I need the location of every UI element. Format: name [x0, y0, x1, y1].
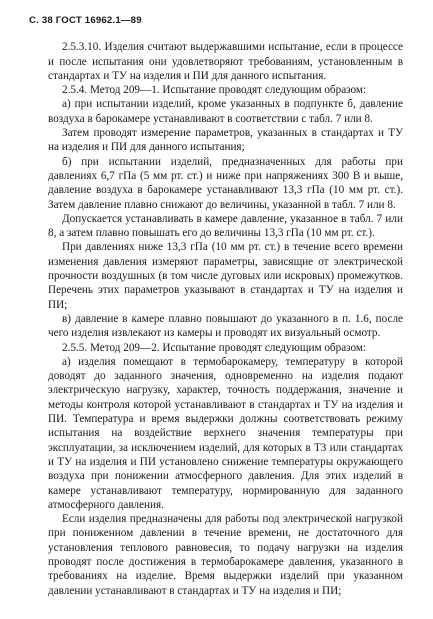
paragraph-2-5-5-load: Если изделия предназначены для работы под электрической нагрузкой при пониженном давлении в течение времени, не достаточного для установления теплового равновесия, то подачу нагрузки на изделия проводят после достижения в термобарокамере давления, указанного в требованиях на изделие. Время выдержки изделий при указанном давлении устанавливают в стандартах и ТУ на изделия и ПИ; — [48, 513, 403, 597]
paragraph-2-5-4-a-then: Затем проводят измерение параметров, указанных в стандартах и ТУ на изделия и ПИ для данного испытания; — [48, 127, 403, 154]
paragraph-2-5-3-10: 2.5.3.10. Изделия считают выдержавшими испытание, если в процессе и после испытания они удовлетворяют требованиям, установленным в стандартах и ТУ на изделия и ПИ для данного испытания. — [48, 41, 403, 82]
paragraph-2-5-5-intro: 2.5.5. Метод 209—2. Испытание проводят следующим образом: — [62, 341, 367, 354]
paragraph-2-5-5-a: а) изделия помещают в термобарокамеру, температуру в которой доводят до заданного значения, одновременно на изделия подают электрическую нагрузку, характер, точность поддержания, значение и методы контроля которой устанавливают в стандартах и ТУ на изделия и ПИ. Температура и время выдержки должны соответствовать режиму испытания на воздействие верхнего значения температуры при эксплуатации, за исключением изделий, для которых в ТЗ или стандартах и ТУ на изделия и ПИ установлено снижение температуры окружающего воздуха при понижении атмосферного давления. Для этих изделий в камере устанавливают температуру, нормированную для заданного атмосферного давления. — [48, 355, 403, 511]
paragraph-2-5-4-c: в) давление в камере плавно повышают до указанного в п. 1.6, после чего изделия извлекают из камеры и проводят их визуальный осмотр. — [48, 312, 403, 340]
paragraph-2-5-4-b: б) при испытании изделий, предназначенных для работы при давлениях 6,7 гПа (5 мм рт. ст.) и ниже при напряжениях 300 В и выше, давление воздуха в барокамере устанавливают 13,3 гПа (10 мм рт. ст.). Затем давление плавно снижают до величины, указанной в табл. 7 или 8. — [48, 155, 403, 211]
paragraph-2-5-4-allowed: Допускается устанавливать в камере давление, указанное в табл. 7 или 8, а затем плавно повышать его до величины 13,3 гПа (10 мм рт. ст.). — [48, 212, 403, 240]
running-header: С. 38 ГОСТ 16962.1—89 — [29, 15, 142, 26]
paragraph-2-5-4-low-pressure: При давлениях ниже 13,3 гПа (10 мм рт. ст.) в течение всего времени изменения давления измеряют параметры, зависящие от электрической прочности воздушных (в том числе дуговых или искровых) промежутков. Перечень этих параметров указывают в стандартах и ТУ на изделия и ПИ; — [48, 241, 403, 311]
paragraph-2-5-4-intro: 2.5.4. Метод 209—1. Испытание проводят следующим образом: — [62, 84, 367, 97]
paragraph-2-5-4-a: а) при испытании изделий, кроме указанных в подпункте б, давление воздуха в барокамере устанавливают в соответствии с табл. 7 или 8. — [48, 98, 403, 125]
